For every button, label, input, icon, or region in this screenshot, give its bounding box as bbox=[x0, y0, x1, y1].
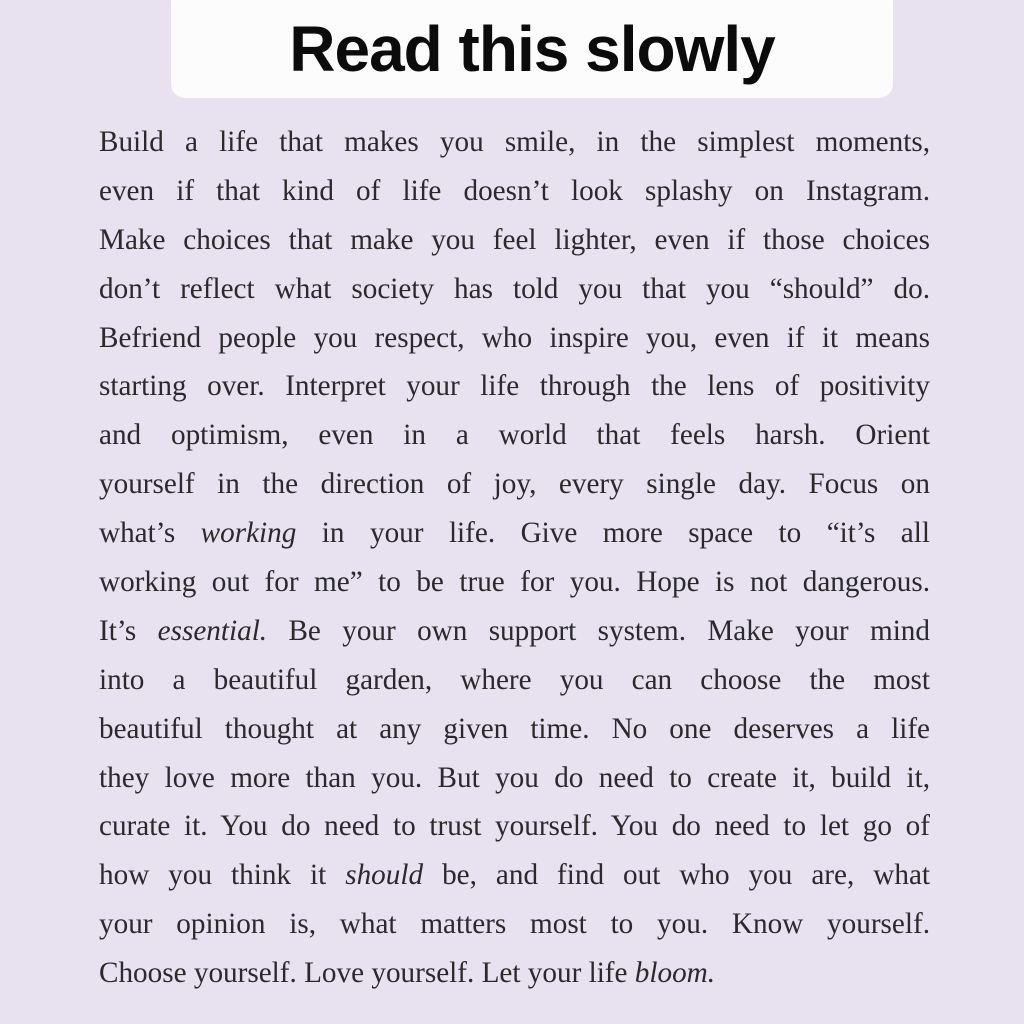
quote-line: Befriend people you respect, who inspire you, even if it means bbox=[99, 321, 930, 354]
quote-line: Build a life that makes you smile, in the simplest moments, bbox=[99, 126, 930, 158]
quote-line-emphasis: essential. bbox=[157, 614, 268, 647]
title-card bbox=[171, 0, 893, 98]
quote-line: into a beautiful garden, where you can choose the most bbox=[99, 663, 930, 696]
quote-line: your opinion is, what matters most to you. Know yourself. bbox=[99, 908, 930, 941]
quote-line-text: in your life. Give more space to “it’s all bbox=[296, 517, 930, 550]
quote-line-emphasis: should bbox=[345, 859, 424, 892]
quote-line-emphasis: bloom. bbox=[634, 957, 716, 990]
quote-line: starting over. Interpret your life through the lens of positivity bbox=[99, 370, 930, 403]
quote-line bbox=[99, 509, 930, 558]
quote-line: and optimism, even in a world that feels harsh. Orient bbox=[99, 419, 930, 452]
quote-line-text: what’s bbox=[99, 517, 201, 550]
quote-line: yourself in the direction of joy, every single day. Focus on bbox=[99, 468, 930, 501]
quote-line-text: Be your own support system. Make your mind bbox=[267, 614, 930, 647]
quote-line: they love more than you. But you do need to create it, build it, bbox=[99, 761, 930, 794]
quote-line: don’t reflect what society has told you that you “should” do. bbox=[99, 272, 930, 305]
quote-line-text: be, and find out who you are, what bbox=[423, 859, 931, 892]
quote-line: beautiful thought at any given time. No one deserves a life bbox=[99, 712, 930, 745]
quote-line: Make choices that make you feel lighter, even if those choices bbox=[99, 223, 930, 256]
page-title: Read this slowly bbox=[289, 13, 775, 85]
quote-line: working out for me” to be true for you. Hope is not dangerous. bbox=[99, 566, 930, 599]
quote-line: even if that kind of life doesn’t look splashy on Instagram. bbox=[99, 174, 930, 207]
quote-line-text: how you think it bbox=[99, 859, 346, 892]
quote-line-text: It’s bbox=[99, 614, 158, 647]
quote-line bbox=[99, 949, 930, 998]
quote-line bbox=[99, 851, 930, 900]
quote-line-text: Choose yourself. Love yourself. Let your life bbox=[99, 957, 635, 990]
quote-line-emphasis: working bbox=[200, 517, 297, 550]
quote-line bbox=[99, 607, 930, 656]
quote-body bbox=[99, 118, 930, 998]
quote-line: curate it. You do need to trust yourself. You do need to let go of bbox=[99, 810, 930, 843]
